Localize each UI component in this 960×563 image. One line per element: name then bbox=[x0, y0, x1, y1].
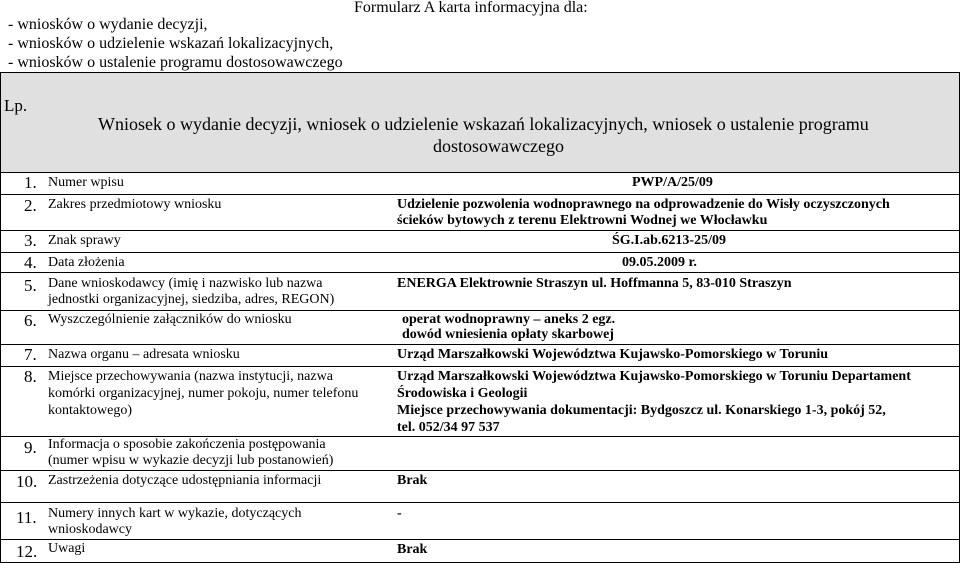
header-list-item: - wniosków o udzielenie wskazań lokalizacyjnych, bbox=[8, 35, 334, 52]
row-value: operat wodnoprawny – aneks 2 egz. bbox=[402, 312, 616, 327]
row-number: 2. bbox=[24, 196, 37, 215]
row-number: 11. bbox=[16, 508, 37, 527]
row-value: Urząd Marszałkowski Województwa Kujawsko-Pomorskiego w Toruniu Departament bbox=[397, 369, 911, 384]
header-list-item: - wniosków o wydanie decyzji, bbox=[8, 16, 208, 33]
row-number: 7. bbox=[24, 345, 37, 364]
band-title-line2: dostosowawczego bbox=[433, 136, 564, 156]
row-label: Data złożenia bbox=[48, 255, 125, 270]
row-label: Dane wnioskodawcy (imię i nazwisko lub nazwa bbox=[48, 276, 323, 291]
row-label: Uwagi bbox=[48, 541, 86, 556]
row-label: kontaktowego) bbox=[48, 403, 132, 418]
row-label: Informacja o sposobie zakończenia postępowania bbox=[48, 437, 326, 452]
row-value: ŚG.I.ab.6213-25/09 bbox=[612, 233, 726, 248]
row-number: 4. bbox=[24, 253, 37, 272]
row-label: jednostki organizacyjnej, siedziba, adres, REGON) bbox=[48, 292, 335, 307]
row-label: Numer wpisu bbox=[48, 175, 124, 190]
lp-header: Lp. bbox=[4, 96, 28, 115]
row-label: wnioskodawcy bbox=[48, 522, 132, 537]
row-number: 3. bbox=[24, 231, 37, 250]
row-number: 12. bbox=[16, 542, 38, 561]
row-value: Miejsce przechowywania dokumentacji: Bydgoszcz ul. Konarskiego 1-3, pokój 52, bbox=[397, 403, 886, 418]
row-value: ENERGA Elektrownie Straszyn ul. Hoffmanna 5, 83-010 Straszyn bbox=[397, 276, 792, 291]
row-number: 9. bbox=[24, 438, 37, 457]
row-value: tel. 052/34 97 537 bbox=[397, 420, 500, 435]
form-title: Formularz A karta informacyjna dla: bbox=[354, 0, 588, 16]
row-value: Brak bbox=[397, 542, 428, 557]
row-label: Numery innych kart w wykazie, dotyczących bbox=[48, 506, 302, 521]
row-value: Środowiska i Geologii bbox=[397, 386, 528, 401]
row-value: Udzielenie pozwolenia wodnoprawnego na odprowadzenie do Wisły oczyszczonych bbox=[397, 197, 890, 212]
row-number: 5. bbox=[24, 276, 37, 295]
row-label: Miejsce przechowywania (nazwa instytucji, nazwa bbox=[48, 369, 333, 384]
row-value: - bbox=[397, 506, 402, 521]
band-title-line1: Wniosek o wydanie decyzji, wniosek o udzielenie wskazań lokalizacyjnych, wniosek o ustalenie programu bbox=[98, 114, 869, 134]
row-label: Wyszczególnienie załączników do wniosku bbox=[48, 312, 292, 327]
row-number: 1. bbox=[24, 173, 37, 192]
row-value: ścieków bytowych z terenu Elektrowni Wodnej we Włocławku bbox=[397, 213, 768, 228]
row-label: Nazwa organu – adresata wniosku bbox=[48, 347, 240, 362]
row-number: 10. bbox=[16, 472, 38, 491]
row-value: 09.05.2009 r. bbox=[622, 255, 697, 270]
row-value: dowód wniesienia opłaty skarbowej bbox=[402, 327, 614, 342]
row-label: (numer wpisu w wykazie decyzji lub postanowień) bbox=[48, 453, 334, 468]
row-value: Urząd Marszałkowski Województwa Kujawsko-Pomorskiego w Toruniu bbox=[397, 347, 829, 362]
row-label: Znak sprawy bbox=[48, 233, 121, 248]
row-value: Brak bbox=[397, 473, 428, 488]
header-list-item: - wniosków o ustalenie programu dostosowawczego bbox=[8, 54, 343, 71]
row-label: Zakres przedmiotowy wniosku bbox=[48, 197, 222, 212]
row-number: 8. bbox=[24, 367, 37, 386]
row-label: Zastrzeżenia dotyczące udostępniania informacji bbox=[48, 473, 322, 488]
row-number: 6. bbox=[24, 311, 37, 330]
row-value: PWP/A/25/09 bbox=[632, 175, 713, 190]
row-label: komórki organizacyjnej, numer pokoju, numer telefonu bbox=[48, 386, 359, 401]
